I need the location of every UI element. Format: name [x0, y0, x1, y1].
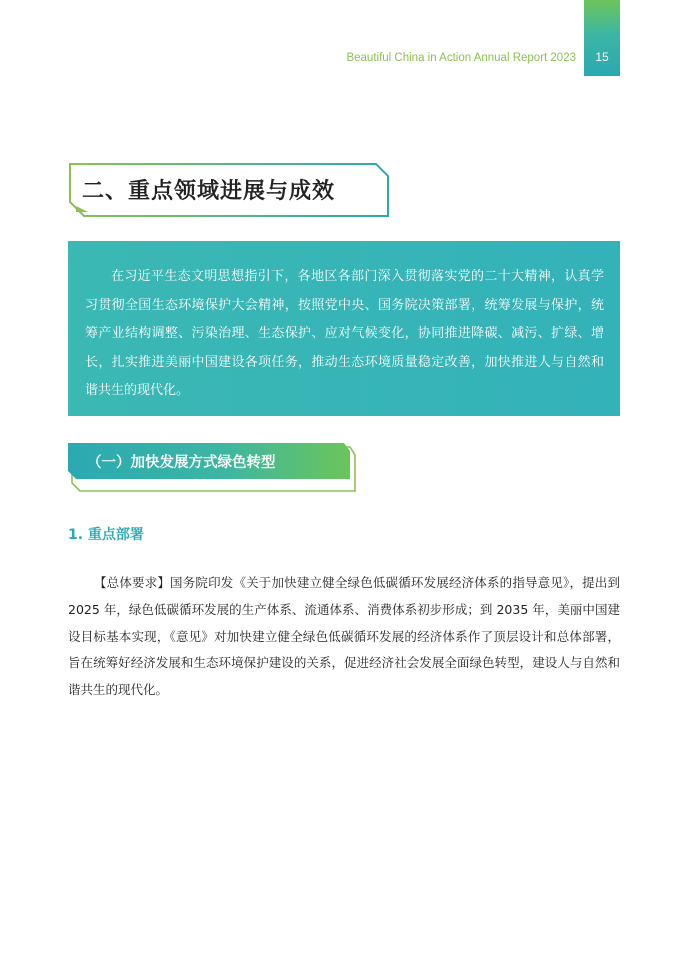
section-title: 二、重点领域进展与成效 — [82, 179, 336, 204]
report-title: Beautiful China in Action Annual Report 2023 — [346, 52, 576, 64]
page-number: 15 — [595, 50, 609, 64]
subsection-title: （一）加快发展方式绿色转型 — [87, 455, 276, 471]
section-heading — [68, 162, 390, 218]
subsection-heading — [68, 443, 356, 493]
body-paragraph: 【总体要求】国务院印发《关于加快建立健全绿色低碳循环发展经济体系的指导意见》，提出到 2025 年，绿色低碳循环发展的生产体系、流通体系、消费体系初步形成；到 2035 年，美丽中国建设目标基本实现，《意见》对加快建立健全绿色低碳循环发展的经济体系作了顶层设计和总体部署，旨在统筹好经济发展和生态环境保护建设的关系，促进经济社会发展全面绿色转型，建设人与自然和谐共生的现代化。 — [68, 575, 620, 698]
subheading: 1. 重点部署 — [68, 527, 144, 543]
page-number-tab — [584, 0, 620, 76]
intro-box: 在习近平生态文明思想指引下，各地区各部门深入贯彻落实党的二十大精神，认真学习贯彻全国生态环境保护大会精神，按照党中央、国务院决策部署，统筹发展与保护，统筹产业结构调整、污染治理、生态保护、应对气候变化，协同推进降碳、减污、扩绿、增长，扎实推进美丽中国建设各项任务，推动生态环境质量稳定改善，加快推进人与自然和谐共生的现代化。 — [68, 241, 620, 416]
